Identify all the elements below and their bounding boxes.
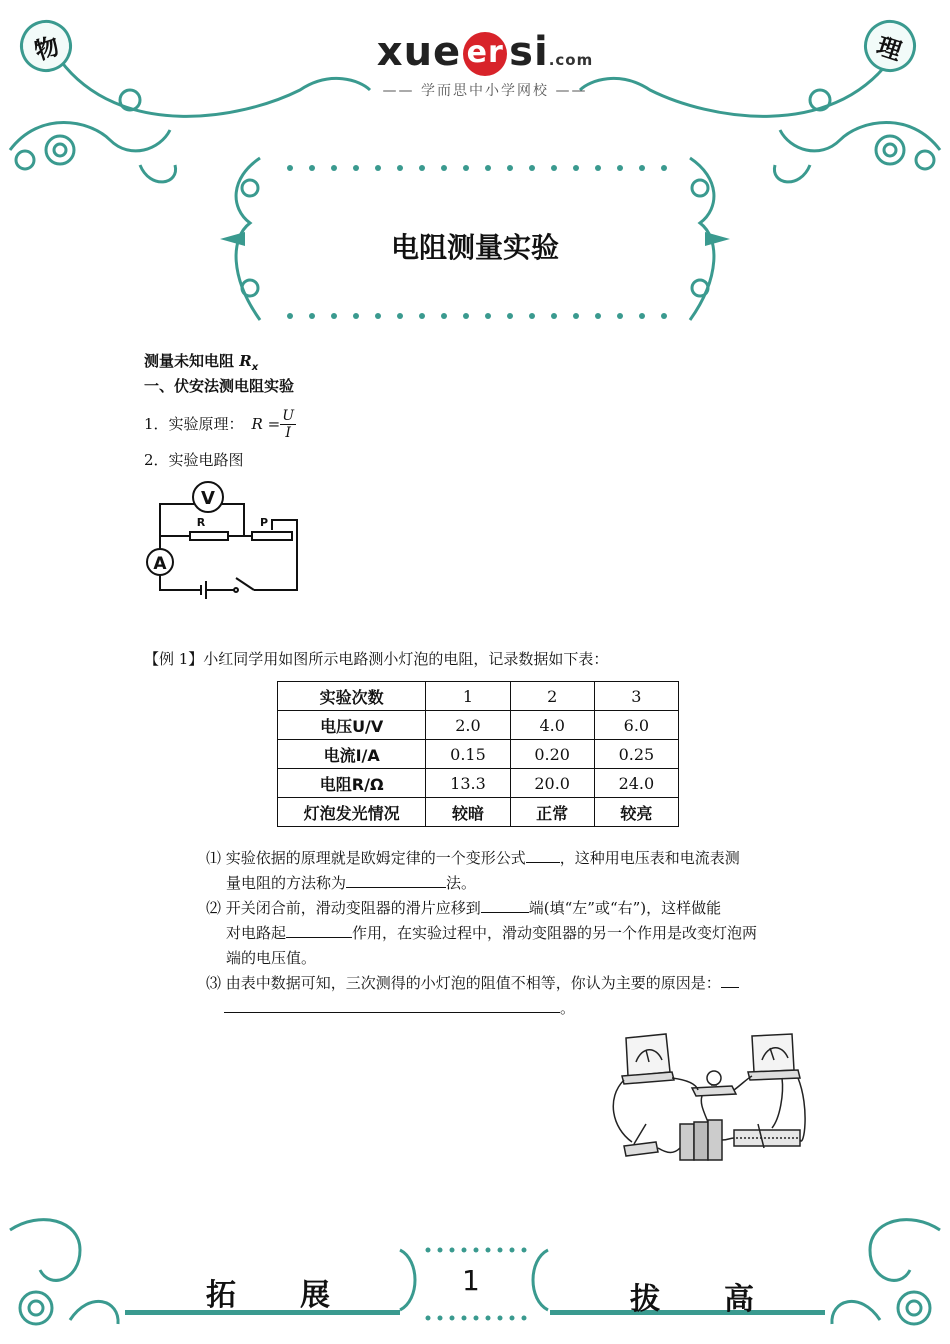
battery-cell xyxy=(708,1120,722,1160)
voltmeter-device xyxy=(752,1034,794,1072)
table-cell: 2 xyxy=(510,682,594,711)
table-cell: 较暗 xyxy=(426,798,510,827)
table-cell: 0.25 xyxy=(594,740,678,769)
question-2 xyxy=(206,896,812,971)
q3-blank-reason[interactable] xyxy=(224,996,560,1013)
table-cell: 0.15 xyxy=(426,740,510,769)
rheostat-device xyxy=(734,1130,800,1146)
question-3 xyxy=(206,971,812,1021)
table-cell: 较亮 xyxy=(594,798,678,827)
q2-text-d: 作用，在实验过程中，滑动变阻器的另一个作用是改变灯泡两 xyxy=(352,924,758,942)
formula-denominator: I xyxy=(285,424,291,441)
bulb-device xyxy=(692,1086,736,1096)
formula-numerator: U xyxy=(282,407,294,424)
brand-logo xyxy=(370,29,600,99)
table-cell: 电流I/A xyxy=(278,740,426,769)
table-cell: 正常 xyxy=(510,798,594,827)
q3-blank-start[interactable] xyxy=(721,971,739,988)
table-cell: 电阻R/Ω xyxy=(278,769,426,798)
table-cell: 0.20 xyxy=(510,740,594,769)
formula-lhs: R = xyxy=(251,415,281,433)
subject-badge-right: 理 xyxy=(857,13,923,79)
formula-fraction xyxy=(280,408,296,441)
table-cell: 3 xyxy=(594,682,678,711)
footer-char-4: 高 xyxy=(724,1282,754,1317)
q2-blank-end[interactable] xyxy=(481,896,529,913)
q3-text-a: ⑶ 由表中数据可知，三次测得的小灯泡的阻值不相等，你认为主要的原因是： xyxy=(206,974,721,992)
subject-badge-left: 物 xyxy=(13,13,79,79)
page-title: 电阻测量实验 xyxy=(390,231,559,264)
table-cell: 20.0 xyxy=(510,769,594,798)
table-row xyxy=(278,769,679,798)
logo-dotcom: .com xyxy=(548,51,594,69)
logo-subtitle: —— 学而思中小学网校 —— xyxy=(382,83,588,99)
q3-text-end: 。 xyxy=(560,999,576,1017)
ammeter-label: A xyxy=(153,554,167,574)
battery-cell xyxy=(694,1122,708,1160)
q1-text-d: 法。 xyxy=(446,874,477,892)
table-row xyxy=(278,740,679,769)
table-cell: 1 xyxy=(426,682,510,711)
table-cell: 6.0 xyxy=(594,711,678,740)
item-principle xyxy=(144,402,296,446)
section-heading-text: 测量未知电阻 xyxy=(144,352,240,370)
table-cell: 24.0 xyxy=(594,769,678,798)
part1-heading: 一、伏安法测电阻实验 xyxy=(144,377,295,395)
logo-text-b: si xyxy=(509,29,549,75)
apparatus-illustration xyxy=(612,1028,806,1170)
logo-er-mark: er xyxy=(463,32,507,76)
example-intro: 【例 1】小红同学用如图所示电路测小灯泡的电阻，记录数据如下表： xyxy=(144,650,609,668)
rheostat-symbol xyxy=(252,532,292,540)
principle-label: 1．实验原理： xyxy=(144,415,244,433)
resistor-label: R xyxy=(196,516,206,529)
q1-blank-method[interactable] xyxy=(346,871,446,888)
table-cell: 4.0 xyxy=(510,711,594,740)
table-cell: 2.0 xyxy=(426,711,510,740)
switch-device xyxy=(624,1142,658,1156)
data-table xyxy=(277,681,679,827)
heading-var: R xyxy=(239,352,252,370)
logo-text-a: xue xyxy=(376,29,462,75)
footer-char-3: 拔 xyxy=(630,1282,660,1317)
q2-text-b: 端(填“左”或“右”)，这样做能 xyxy=(528,899,722,917)
q1-text-a: ⑴ 实验依据的原理就是欧姆定律的一个变形公式 xyxy=(206,849,526,867)
circuit-diagram xyxy=(144,478,306,600)
q1-blank-formula[interactable] xyxy=(526,846,560,863)
q2-blank-effect[interactable] xyxy=(286,921,352,938)
table-cell: 灯泡发光情况 xyxy=(278,798,426,827)
page-number: 1 xyxy=(462,1264,480,1297)
table-cell: 13.3 xyxy=(426,769,510,798)
question-1 xyxy=(206,846,812,896)
battery-cell xyxy=(680,1124,694,1160)
q1-text-b: ，这种用电压表和电流表测 xyxy=(559,849,740,867)
q2-text-c: 对电路起 xyxy=(226,924,287,942)
q2-text-a: ⑵ 开关闭合前，滑动变阻器的滑片应移到 xyxy=(206,899,481,917)
item-circuit-label: 2．实验电路图 xyxy=(144,451,244,469)
table-cell: 实验次数 xyxy=(278,682,426,711)
footer-char-2: 展 xyxy=(300,1278,330,1313)
table-row xyxy=(278,798,679,827)
table-cell: 电压U/V xyxy=(278,711,426,740)
table-row xyxy=(278,711,679,740)
slider-label: P xyxy=(259,516,269,529)
footer-char-1: 拓 xyxy=(206,1278,236,1313)
voltmeter-label: V xyxy=(201,488,215,509)
resistor-symbol xyxy=(190,532,228,540)
q1-text-c: 量电阻的方法称为 xyxy=(226,874,347,892)
q2-text-e: 端的电压值。 xyxy=(226,949,317,967)
heading-sub: x xyxy=(251,362,259,373)
table-row xyxy=(278,682,679,711)
